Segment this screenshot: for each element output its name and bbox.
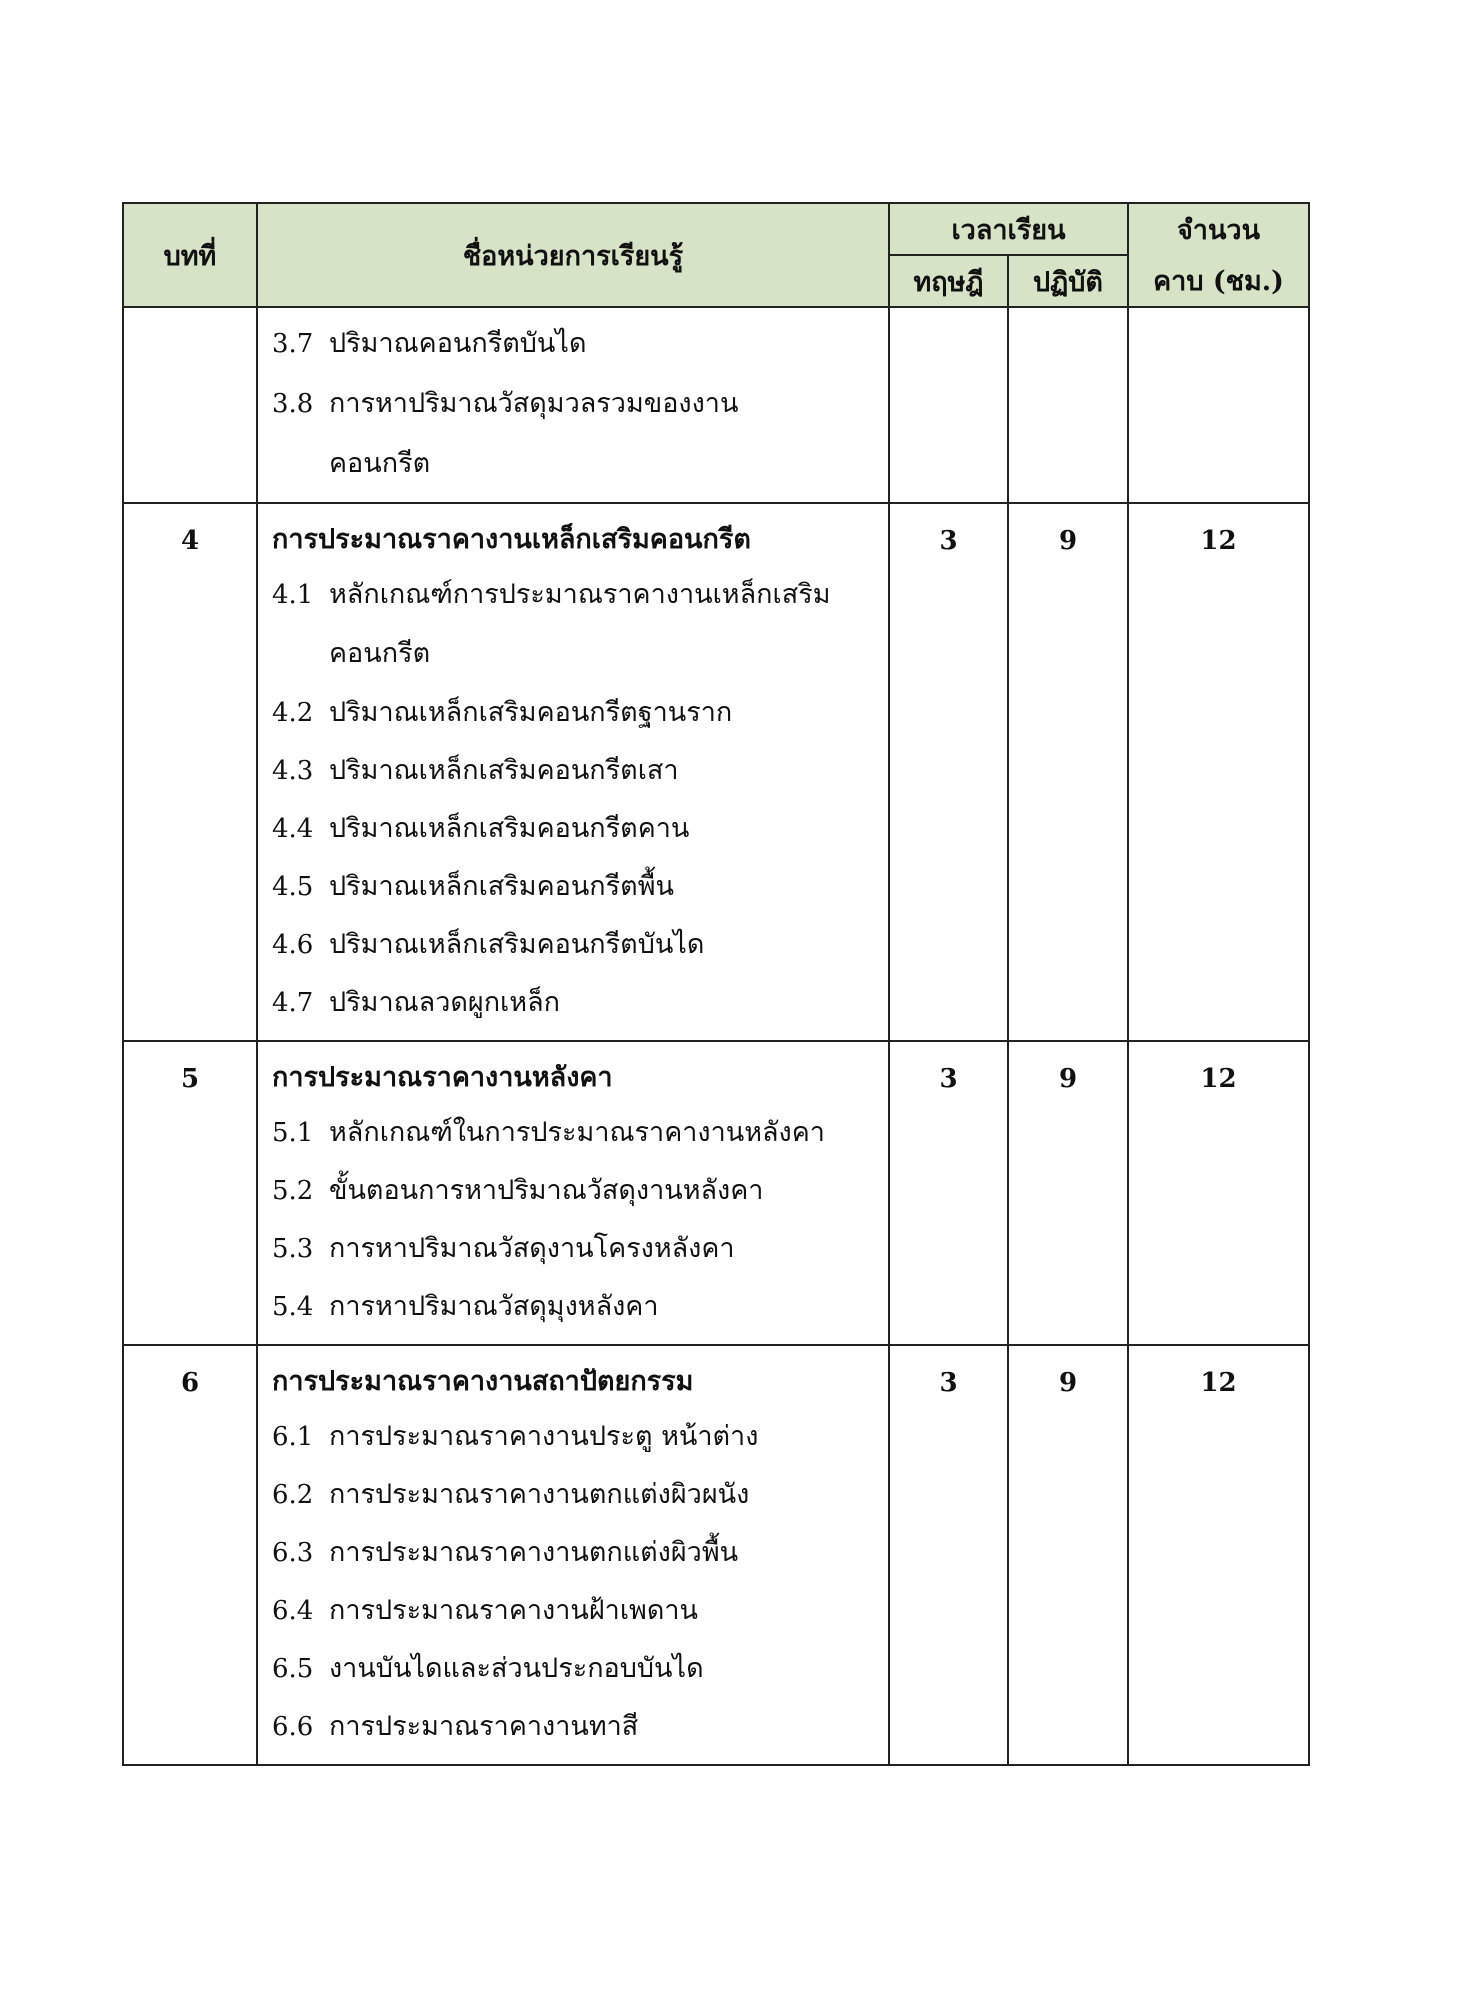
- topic-text: การหาปริมาณวัสดุงานโครงหลังคา: [329, 1233, 735, 1264]
- topic-number: 6.4: [272, 1596, 314, 1626]
- unit-cell: [257, 1041, 889, 1345]
- topic-text-continued: คอนกรีต: [329, 448, 431, 479]
- topic-text: หลักเกณฑ์ในการประมาณราคางานหลังคา: [329, 1117, 825, 1148]
- theory-hours: 3: [889, 1345, 1008, 1765]
- topic-text: ปริมาณเหล็กเสริมคอนกรีตฐานราก: [329, 697, 733, 728]
- topic-number: 4.6: [272, 930, 314, 960]
- topic-item: [272, 800, 878, 858]
- topic-item: [272, 314, 878, 374]
- header-unit: ชื่อหน่วยการเรียนรู้: [257, 203, 889, 307]
- table-row: [123, 307, 1309, 503]
- table-row: [123, 503, 1309, 1041]
- theory-hours: [889, 307, 1008, 503]
- chapter-number: [123, 307, 257, 503]
- topic-number: 6.2: [272, 1480, 314, 1510]
- header-study-time: เวลาเรียน: [889, 203, 1128, 255]
- topic-number: 4.2: [272, 698, 314, 728]
- topic-number: 6.1: [272, 1422, 314, 1452]
- topic-text: ปริมาณเหล็กเสริมคอนกรีตเสา: [329, 755, 679, 786]
- unit-title: การประมาณราคางานสถาปัตยกรรม: [272, 1366, 694, 1397]
- chapter-number: 6: [123, 1345, 257, 1765]
- topic-item: [272, 974, 878, 1032]
- chapter-number: 4: [123, 503, 257, 1041]
- topic-number: 5.2: [272, 1176, 314, 1206]
- topic-number: 5.1: [272, 1118, 314, 1148]
- topic-text: การประมาณราคางานฝ้าเพดาน: [329, 1595, 699, 1626]
- theory-hours: 3: [889, 1041, 1008, 1345]
- header-chapter: บทที่: [123, 203, 257, 307]
- topic-number: 4.4: [272, 814, 314, 844]
- topic-item: [272, 1524, 878, 1582]
- topic-text: ปริมาณเหล็กเสริมคอนกรีตพื้น: [329, 871, 674, 902]
- topic-list: [258, 1104, 888, 1344]
- topic-item: [272, 1220, 878, 1278]
- topic-number: 4.5: [272, 872, 314, 902]
- topic-item: [272, 858, 878, 916]
- topic-number: 4.3: [272, 756, 314, 786]
- topic-text: งานบันไดและส่วนประกอบบันได: [329, 1653, 704, 1684]
- topic-text: การประมาณราคางานประตู หน้าต่าง: [329, 1421, 759, 1452]
- topic-text: ปริมาณเหล็กเสริมคอนกรีตคาน: [329, 813, 690, 844]
- topic-list: [258, 1408, 888, 1764]
- topic-number: 6.5: [272, 1654, 314, 1684]
- topic-text-continued: คอนกรีต: [329, 638, 431, 669]
- topic-item: [272, 1466, 878, 1524]
- table-header: [123, 203, 1309, 307]
- topic-item: [272, 742, 878, 800]
- topic-number: 5.4: [272, 1292, 314, 1322]
- topic-text: การหาปริมาณวัสดุมวลรวมของงาน: [329, 388, 739, 419]
- topic-list: [258, 308, 888, 502]
- chapter-number: 5: [123, 1041, 257, 1345]
- table-row: [123, 1041, 1309, 1345]
- unit-cell: [257, 503, 889, 1041]
- topic-text: ปริมาณลวดผูกเหล็ก: [329, 987, 560, 1018]
- unit-cell: [257, 1345, 889, 1765]
- unit-title: การประมาณราคางานเหล็กเสริมคอนกรีต: [272, 524, 751, 555]
- period-count: 12: [1128, 1041, 1309, 1345]
- course-table: [122, 202, 1310, 1766]
- topic-item: [272, 374, 878, 494]
- header-theory: ทฤษฎี: [889, 255, 1008, 307]
- topic-text: ปริมาณเหล็กเสริมคอนกรีตบันได: [329, 929, 705, 960]
- topic-item: [272, 1104, 878, 1162]
- topic-list: [258, 566, 888, 1040]
- topic-item: [272, 916, 878, 974]
- practice-hours: [1008, 307, 1128, 503]
- topic-number: 5.3: [272, 1234, 314, 1264]
- topic-number: 6.3: [272, 1538, 314, 1568]
- topic-number: 3.7: [272, 329, 314, 359]
- period-count: 12: [1128, 503, 1309, 1041]
- topic-number: 4.7: [272, 988, 314, 1018]
- topic-text: การประมาณราคางานตกแต่งผิวพื้น: [329, 1537, 739, 1568]
- table-body: [123, 307, 1309, 1765]
- topic-number: 3.8: [272, 389, 314, 419]
- unit-title: การประมาณราคางานหลังคา: [272, 1062, 613, 1093]
- header-practice: ปฏิบัติ: [1008, 255, 1128, 307]
- topic-text: ปริมาณคอนกรีตบันได: [329, 328, 587, 359]
- practice-hours: 9: [1008, 503, 1128, 1041]
- topic-number: 6.6: [272, 1712, 314, 1742]
- topic-text: หลักเกณฑ์การประมาณราคางานเหล็กเสริม: [329, 579, 831, 610]
- topic-item: [272, 1278, 878, 1336]
- topic-item: [272, 1582, 878, 1640]
- unit-cell: [257, 307, 889, 503]
- topic-text: การประมาณราคางานตกแต่งผิวผนัง: [329, 1479, 750, 1510]
- period-count: 12: [1128, 1345, 1309, 1765]
- topic-item: [272, 1698, 878, 1756]
- topic-item: [272, 1162, 878, 1220]
- topic-item: [272, 1408, 878, 1466]
- table-row: [123, 1345, 1309, 1765]
- practice-hours: 9: [1008, 1041, 1128, 1345]
- header-periods-line2: คาบ (ชม.): [1128, 255, 1309, 307]
- topic-item: [272, 1640, 878, 1698]
- topic-item: [272, 566, 878, 684]
- topic-number: 4.1: [272, 580, 314, 610]
- topic-text: ขั้นตอนการหาปริมาณวัสดุงานหลังคา: [329, 1175, 764, 1206]
- topic-text: การประมาณราคางานทาสี: [329, 1711, 639, 1742]
- period-count: [1128, 307, 1309, 503]
- practice-hours: 9: [1008, 1345, 1128, 1765]
- header-periods-line1: จำนวน: [1128, 203, 1309, 255]
- theory-hours: 3: [889, 503, 1008, 1041]
- topic-item: [272, 684, 878, 742]
- topic-text: การหาปริมาณวัสดุมุงหลังคา: [329, 1291, 659, 1322]
